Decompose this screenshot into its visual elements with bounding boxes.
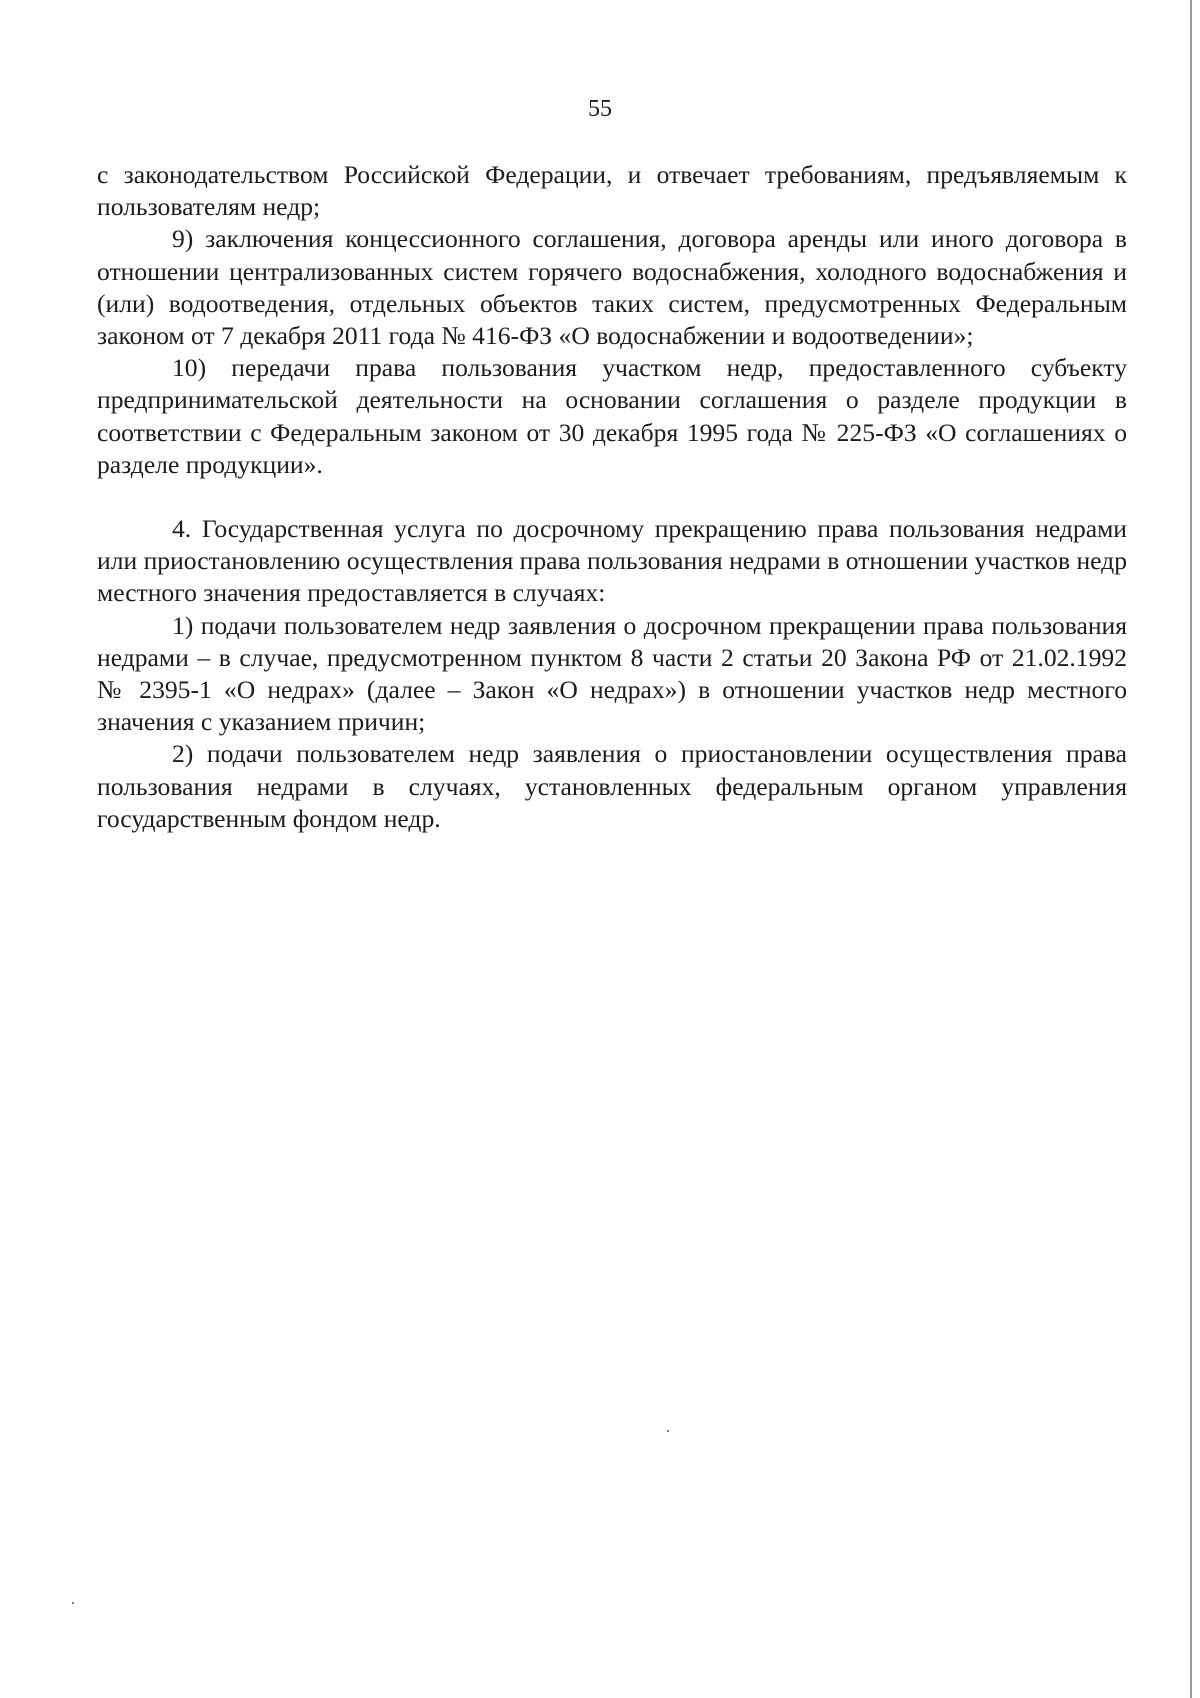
page-number: 55 bbox=[588, 96, 612, 122]
paragraph-item-2: 2) подачи пользователем недр заявления о приостановлении осуществления права пользования недрами в случаях, установленных федеральным органом управления государственным фондом недр. bbox=[97, 739, 1127, 833]
paragraph-item-9: 9) заключения концессионного соглашения, договора аренды или иного договора в отношении централизованных систем горячего водоснабжения, холодного водоснабжения и (или) водоотведения, отдельных объектов таких систем, предусмотренных Федеральным законом от 7 декабря 2011 года № 416-ФЗ «О водоснабжении и водоотведении»; bbox=[97, 224, 1127, 351]
scan-speck bbox=[667, 1430, 669, 1432]
paragraph-continuation: с законодательством Российской Федерации, и отвечает требованиям, предъявляемым к пользователям недр; bbox=[97, 160, 1127, 222]
scan-page-edge bbox=[1190, 0, 1192, 1698]
paragraph-item-10: 10) передачи права пользования участком недр, предоставленного субъекту предпринимательской деятельности на основании соглашения о разделе продукции в соответствии с Федеральным законом от 30 декабря 1995 года № 225-ФЗ «О соглашениях о разделе продукции». bbox=[97, 353, 1127, 479]
paragraph-item-1: 1) подачи пользователем недр заявления о досрочном прекращении права пользования недрами – в случае, предусмотренном пунктом 8 части 2 статьи 20 Закона РФ от 21.02.1992 № 2395-1 «О недрах» (далее – Закон «О недрах») в отношении участков недр местного значения с указанием причин; bbox=[97, 610, 1127, 737]
scan-speck bbox=[72, 1602, 74, 1604]
document-body bbox=[97, 159, 1127, 835]
paragraph-section-4: 4. Государственная услуга по досрочному прекращению права пользования недрами или приостановлению осуществления права пользования недрами в отношении участков недр местного значения предоставляется в случаях: bbox=[97, 514, 1127, 608]
